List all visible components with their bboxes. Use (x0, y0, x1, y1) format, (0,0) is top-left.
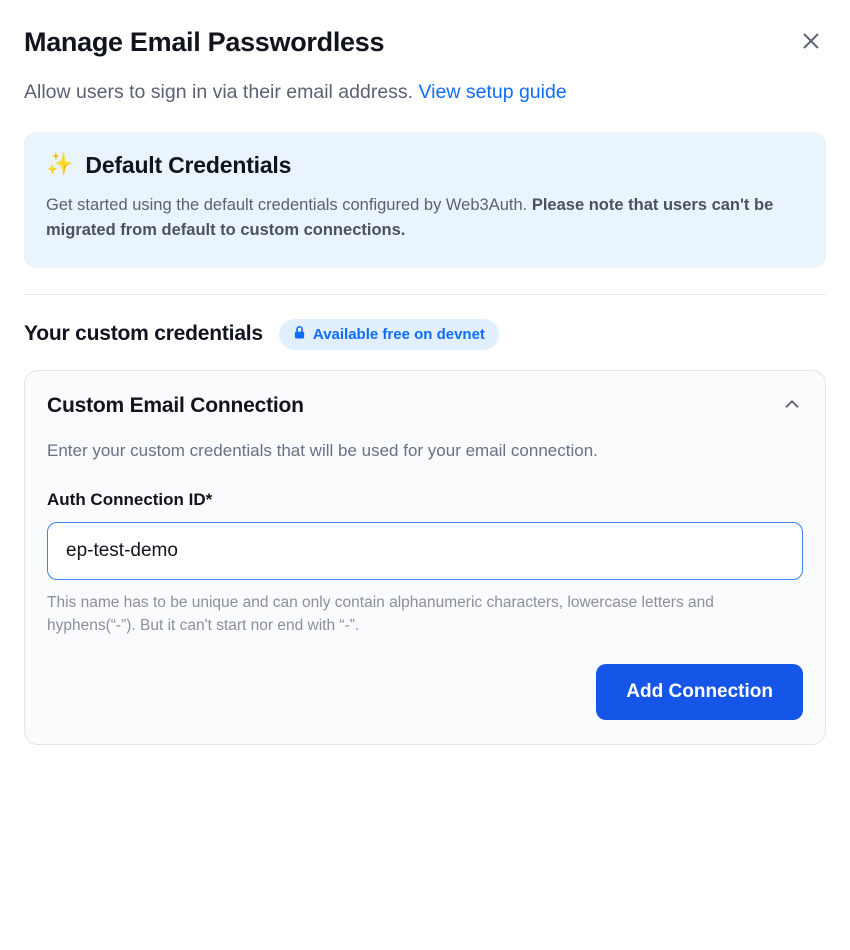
lock-icon (293, 325, 306, 344)
sparkle-icon: ✨ (46, 151, 74, 177)
custom-credentials-title: Your custom credentials (24, 322, 263, 346)
default-credentials-callout (24, 132, 826, 268)
auth-connection-id-helper-text: This name has to be unique and can only contain alphanumeric characters, lowercase letters and hyphens(“-”). But it can't start nor end with “-”. (47, 594, 714, 635)
callout-body-emphasis: Please note that users can't be migrated from default to custom connections. (46, 195, 774, 240)
custom-email-connection-card (24, 370, 826, 745)
card-actions (47, 664, 803, 720)
card-title: Custom Email Connection (47, 394, 304, 418)
status-badge (279, 319, 499, 350)
auth-connection-id-label (47, 490, 803, 510)
auth-connection-id-label-text: Auth Connection ID (47, 490, 206, 510)
callout-body (46, 193, 804, 244)
close-icon[interactable] (794, 24, 828, 58)
custom-credentials-header (24, 319, 826, 350)
add-connection-button[interactable]: Add Connection (596, 664, 803, 720)
subtitle-text: Allow users to sign in via their email address. (24, 81, 414, 104)
callout-body-text: Get started using the default credentials configured by Web3Auth. (46, 195, 532, 214)
status-badge-label: Available free on devnet (312, 325, 485, 343)
section-divider (24, 294, 826, 295)
callout-header (46, 152, 804, 179)
card-description: Enter your custom credentials that will be used for your email connection. (47, 440, 598, 460)
chevron-up-icon[interactable] (781, 393, 803, 420)
modal-header (24, 26, 826, 58)
page-title: Manage Email Passwordless (24, 27, 385, 57)
modal-subtitle (24, 80, 826, 105)
view-setup-guide-link[interactable]: View setup guide (418, 81, 567, 104)
required-mark: * (205, 490, 213, 510)
auth-connection-id-input[interactable] (47, 522, 803, 580)
card-header-toggle[interactable] (47, 393, 803, 420)
callout-title: Default Credentials (85, 151, 292, 178)
